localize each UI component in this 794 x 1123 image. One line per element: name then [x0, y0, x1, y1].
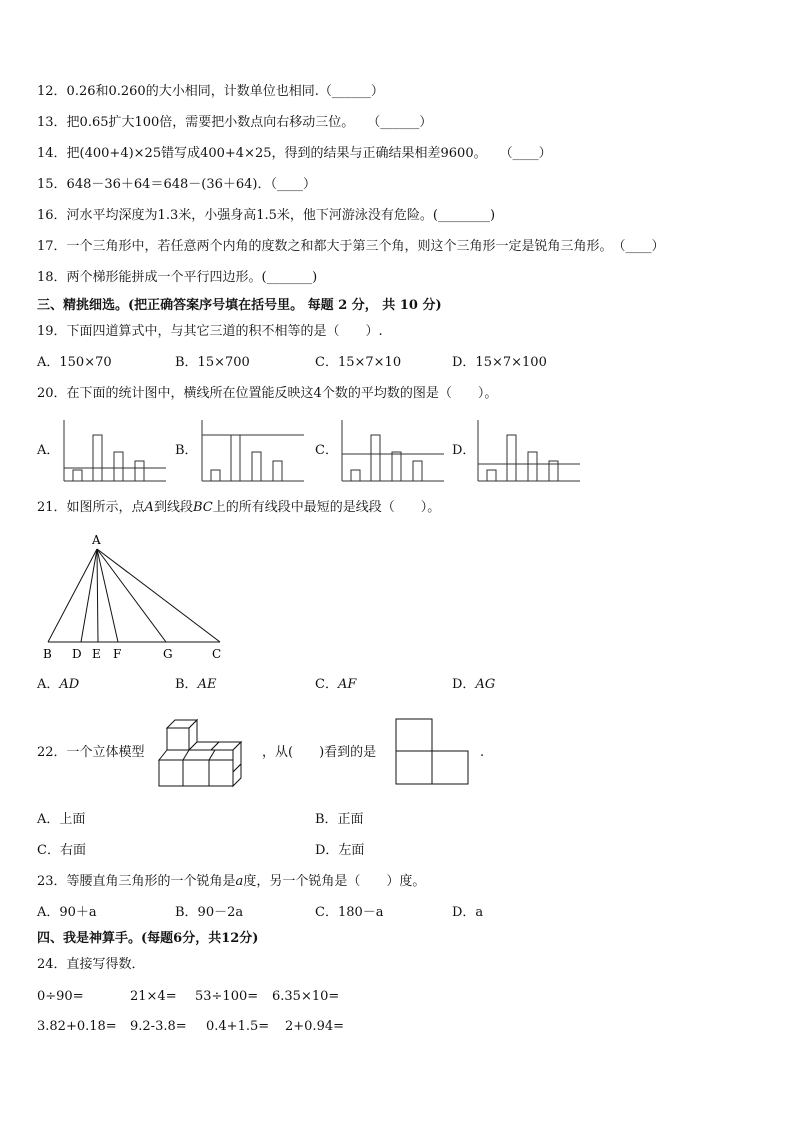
q24-row2-item: 9.2-3.8= — [130, 1019, 187, 1034]
question-20-stem: 20．在下面的统计图中，横线所在位置能反映这4个数的平均数的图是（ ）。 — [37, 386, 498, 401]
q24-row1-item: 0÷90= — [37, 989, 84, 1004]
q20-label-a: A． — [37, 443, 60, 458]
q21-point-g: G — [163, 647, 173, 661]
q20-chart-c — [338, 418, 448, 484]
q24-row1-item: 21×4= — [130, 989, 177, 1004]
q21-point-a: A — [92, 533, 101, 547]
q22-option-b: B．正面 — [315, 812, 364, 827]
q19-option-c: C．15×7×10 — [315, 355, 402, 370]
q24-row2-item: 3.82+0.18= — [37, 1019, 117, 1034]
q21-segment-bc-label: BC — [192, 500, 213, 515]
question-24-stem: 24．直接写得数． — [37, 957, 145, 972]
question-13: 13．把0.65扩大100倍，需要把小数点向右移动三位。 （______） — [37, 115, 433, 130]
q22-stem-suffix: . — [480, 745, 485, 760]
question-16: 16．河水平均深度为1.3米，小强身高1.5米，他下河游泳没有危险。(________) — [37, 208, 496, 223]
q23-option-c: C．180－a — [315, 905, 384, 920]
q22-view-shape — [395, 718, 471, 786]
question-17: 17．一个三角形中，若任意两个内角的度数之和都大于第三个角，则这个三角形一定是锐角三角形。 （____） — [37, 239, 665, 254]
q21-stem-mid: 到线段 — [153, 500, 193, 515]
q21-option-b: B．AE — [175, 677, 217, 692]
q20-label-b: B． — [175, 443, 198, 458]
q21-point-e: E — [92, 647, 101, 661]
q22-stem-middle: ，从( )看到的是 — [262, 745, 377, 760]
question-19-stem: 19．下面四道算式中，与其它三道的积不相等的是（ ）. — [37, 324, 383, 339]
q19-option-d: D．15×7×100 — [452, 355, 547, 370]
q21-point-a-label: A — [144, 500, 154, 515]
q23-option-b: B．90－2a — [175, 905, 244, 920]
q19-option-b: B．15×700 — [175, 355, 250, 370]
q24-row2-item: 2+0.94= — [285, 1019, 345, 1034]
q23-option-d: D．a — [452, 905, 484, 920]
q24-row1-item: 53÷100= — [195, 989, 259, 1004]
q22-option-d: D．左面 — [315, 843, 365, 858]
q20-chart-b — [198, 418, 308, 484]
q21-option-c: C．AF — [315, 677, 357, 692]
question-15: 15．648－36＋64＝648－(36＋64)．（____） — [37, 177, 316, 192]
q21-option-d: D．AG — [452, 677, 496, 692]
q21-point-c: C — [212, 647, 222, 661]
q21-point-f: F — [113, 647, 122, 661]
q21-option-a: A．AD — [37, 677, 80, 692]
question-18: 18．两个梯形能拼成一个平行四边形。(_______) — [37, 270, 318, 285]
q23-option-a: A．90＋a — [37, 905, 97, 920]
section-3-heading: 三、精挑细选。(把正确答案序号填在括号里。 每题 2 分， 共 10 分) — [37, 298, 442, 313]
q20-chart-a — [60, 418, 170, 484]
q22-option-a: A．上面 — [37, 812, 86, 827]
question-14: 14．把(400+4)×25错写成400+4×25，得到的结果与正确结果相差9600。 （____） — [37, 146, 552, 161]
q21-stem-suffix: 上的所有线段中最短的是线段（ ）。 — [212, 500, 441, 515]
section-4-heading: 四、我是神算手。(每题6分，共12分) — [37, 931, 259, 946]
q22-stem-prefix: 22．一个立体模型 — [37, 745, 145, 760]
q22-option-c: C．右面 — [37, 843, 86, 858]
q24-row1-item: 6.35×10= — [272, 989, 340, 1004]
q19-option-a: A．150×70 — [37, 355, 112, 370]
question-21-stem — [37, 500, 440, 516]
q20-label-c: C． — [315, 443, 338, 458]
question-12: 12．0.26和0.260的大小相同，计数单位也相同.（______） — [37, 84, 384, 99]
q20-chart-d — [474, 418, 584, 484]
q21-stem-prefix: 21．如图所示，点 — [37, 500, 145, 515]
question-23-stem: 23．等腰直角三角形的一个锐角是a度，另一个锐角是（ ）度。 — [37, 874, 426, 889]
q21-point-d: D — [72, 647, 82, 661]
q21-triangle-figure — [36, 528, 236, 664]
q23-variable: a — [235, 874, 244, 889]
q20-label-d: D． — [452, 443, 476, 458]
q21-point-b: B — [43, 647, 52, 661]
q24-row2-item: 0.4+1.5= — [206, 1019, 270, 1034]
q22-cube-model — [155, 718, 247, 788]
